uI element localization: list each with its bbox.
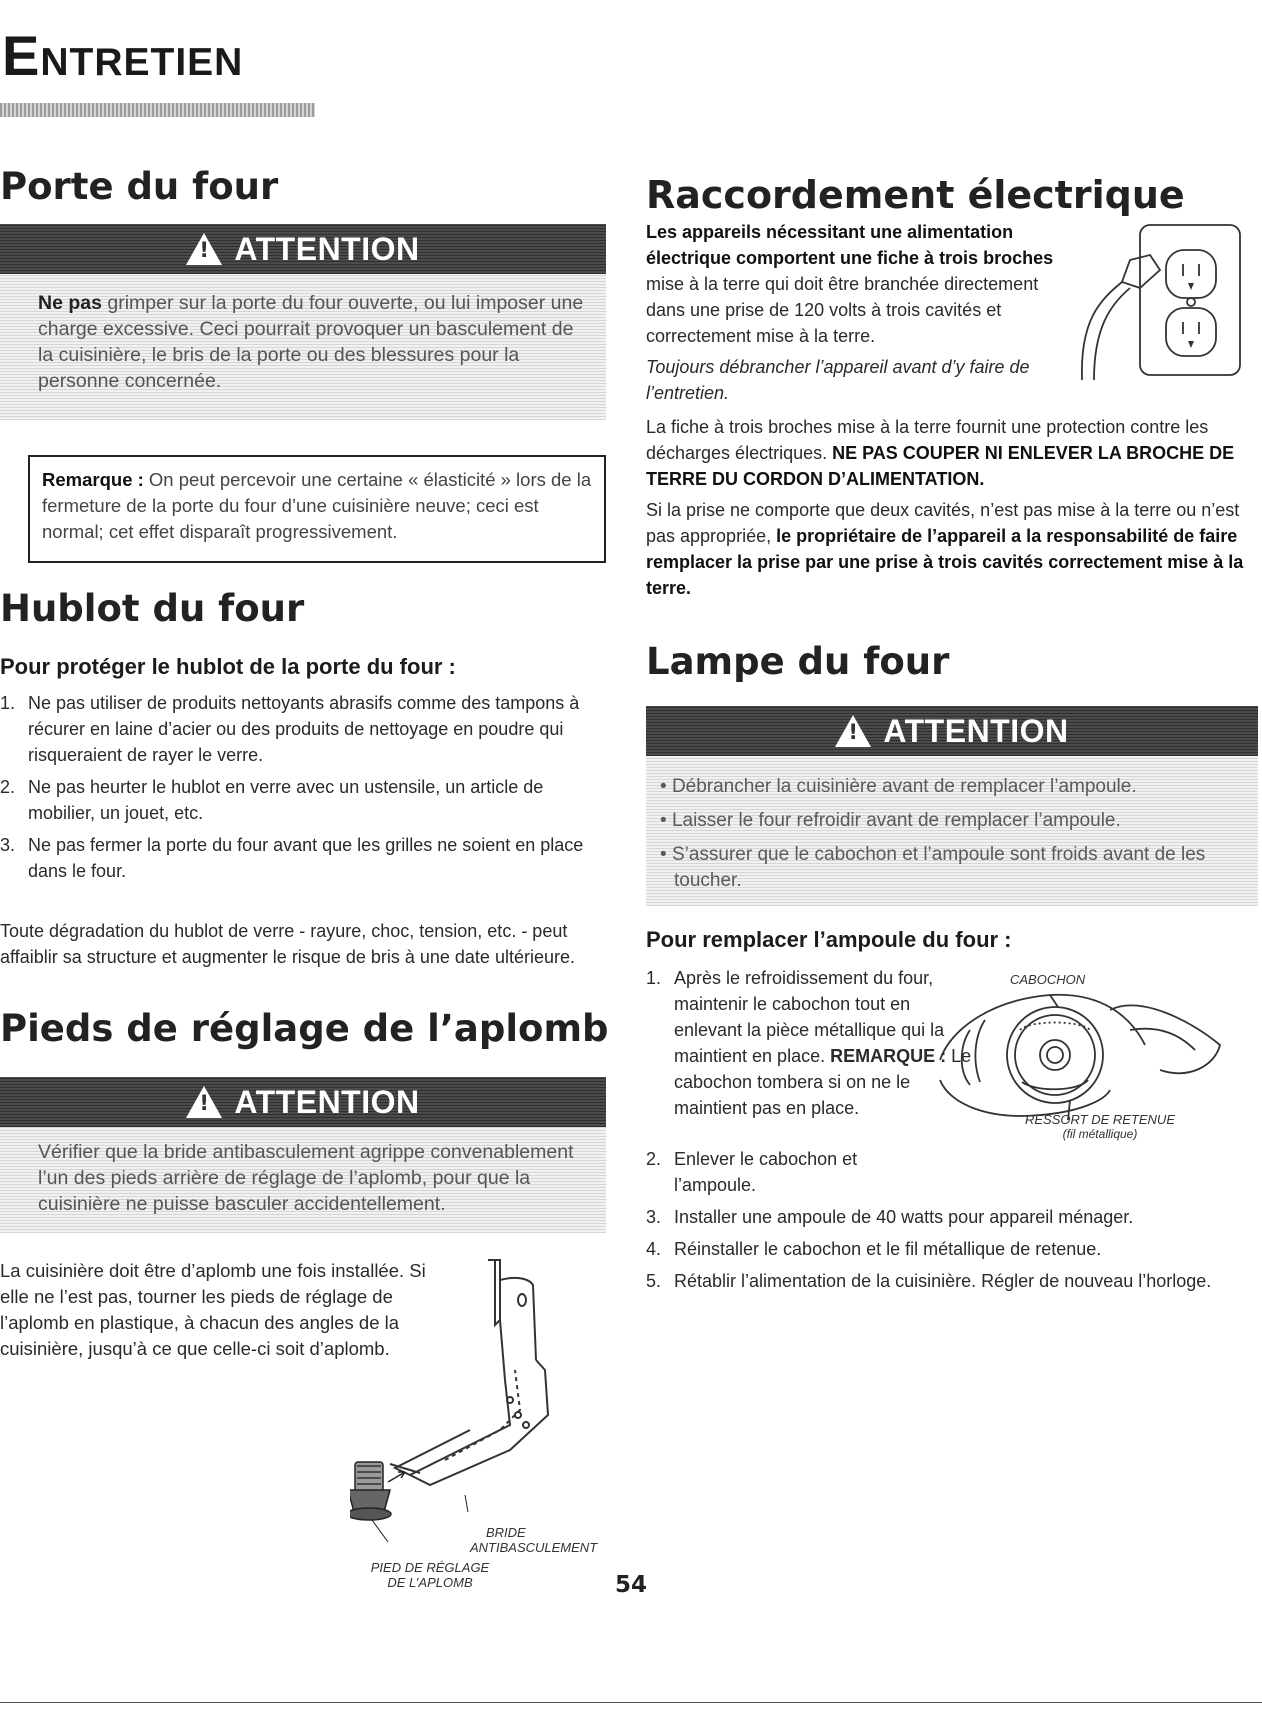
figure-label-cabochon: CABOCHON	[1010, 972, 1086, 987]
attention-box-pieds	[0, 1077, 606, 1233]
heading-lampe-du-four: Lampe du four	[646, 640, 950, 683]
raccordement-intro-text: mise à la terre qui doit être branchée directement dans une prise de 120 volts à trois cavités et correctement mise à la terre.	[646, 274, 1039, 346]
lampe-steps	[646, 1146, 1246, 1300]
list-item: • S’assurer que le cabochon et l’ampoule sont froids avant de les toucher.	[660, 842, 1244, 894]
attention-box-porte	[0, 224, 606, 420]
attention-header	[0, 224, 606, 274]
attention-text	[0, 274, 606, 408]
raccordement-paragraph-3: Si la prise ne comporte que deux cavités, n’est pas mise à la terre ou n’est pas appropriée, le propriétaire de l’appareil a la responsabilité de faire remplacer la prise par une prise à trois cavités correctement mise à la terre.	[646, 500, 1244, 598]
heading-porte-du-four: Porte du four	[0, 165, 279, 208]
subheading-remplacer-ampoule: Pour remplacer l’ampoule du four :	[646, 927, 1012, 952]
raccordement-paragraph-2: La fiche à trois broches mise à la terre fournit une protection contre les décharges électriques. NE PAS COUPER NI ENLEVER LA BROCHE DE TERRE DU CORDON D’ALIMENTATION.	[646, 417, 1235, 489]
note-body: On peut percevoir une certaine « élasticité » lors de la fermeture de la porte du four d’une cuisinière neuve; ceci est normal; cet effet disparaît progressivement.	[42, 469, 592, 542]
anti-tip-bracket-figure	[350, 1250, 610, 1550]
attention-header	[646, 706, 1258, 756]
warning-triangle-icon	[835, 715, 871, 747]
attention-label: ATTENTION	[234, 230, 420, 267]
list-item: 3. Ne pas fermer la porte du four avant que les grilles ne soient en place dans le four.	[0, 835, 584, 881]
list-item: • Débrancher la cuisinière avant de remplacer l’ampoule.	[660, 774, 1244, 800]
attention-box-lampe	[646, 706, 1258, 906]
pieds-paragraph: La cuisinière doit être d’aplomb une fois installée. Si elle ne l’est pas, tourner les pieds de réglage de l’aplomb en plastique, à chacun des angles de la cuisinière, jusqu’à ce que celle-ci soit d’aplomb.	[0, 1260, 426, 1359]
raccordement-intro	[646, 219, 1054, 349]
warning-triangle-icon	[186, 233, 222, 265]
page-title: Entretien	[2, 24, 244, 87]
heading-raccordement-electrique: Raccordement électrique	[646, 173, 1185, 217]
note-label: Remarque :	[42, 469, 144, 490]
heading-pieds-reglage: Pieds de réglage de l’aplomb	[0, 1007, 609, 1050]
raccordement-intro-bold: Les appareils nécessitant une alimentation électrique comportent une fiche à trois broches	[646, 222, 1054, 268]
figure-label-ressort: RESSORT DE RETENUE (fil métallique)	[1024, 1112, 1175, 1141]
figure-label-bride: BRIDE ANTIBASCULEMENT	[470, 1525, 598, 1555]
raccordement-italic: Toujours débrancher l’appareil avant d’y faire de l’entretien.	[646, 357, 1030, 403]
attention-text-bold: Ne pas	[38, 292, 102, 314]
figure-label-pied: PIED DE RÉGLAGE DE L’APLOMB	[370, 1560, 490, 1590]
title-underline	[0, 103, 315, 117]
bottom-rule	[0, 1702, 1262, 1703]
page-number: 54	[614, 1572, 647, 1598]
attention-label: ATTENTION	[883, 712, 1069, 749]
note-box	[28, 455, 606, 563]
list-item: 5. Rétablir l’alimentation de la cuisinière. Régler de nouveau l’horloge.	[646, 1271, 1212, 1291]
electrical-outlet-figure	[1070, 210, 1250, 390]
warning-triangle-icon	[186, 1086, 222, 1118]
hublot-paragraph: Toute dégradation du hublot de verre - rayure, choc, tension, etc. - peut affaiblir sa structure et augmenter le risque de bris à une date ultérieure.	[0, 921, 575, 967]
list-item: • Laisser le four refroidir avant de remplacer l’ampoule.	[660, 808, 1244, 834]
list-item: 2. Ne pas heurter le hublot en verre avec un ustensile, un article de mobilier, un jouet, etc.	[0, 777, 544, 823]
note-text	[42, 467, 592, 545]
attention-header	[0, 1077, 606, 1127]
heading-hublot-du-four: Hublot du four	[0, 587, 305, 630]
list-item: 2. Enlever le cabochon et l’ampoule.	[646, 1149, 858, 1195]
lampe-step-1	[646, 965, 976, 1127]
attention-list	[646, 756, 1258, 912]
list-item: 1. Ne pas utiliser de produits nettoyants abrasifs comme des tampons à récurer en laine d’acier ou des produits de nettoyage en poudre qui risqueraient de rayer le verre.	[0, 693, 580, 765]
subheading-proteger-hublot: Pour protéger le hublot de la porte du four :	[0, 654, 456, 679]
attention-text-body: grimper sur la porte du four ouverte, ou lui imposer une charge excessive. Ceci pourrait provoquer un basculement de la cuisinière, le bris de la porte ou des blessures pour la personne concernée.	[38, 292, 584, 392]
hublot-list	[0, 690, 590, 890]
list-item: 1. Après le refroidissement du four, maintenir le cabochon tout en enlevant la pièce métallique qui la maintient en place. REMARQUE : Le cabochon tombera si on ne le maintient pas en place.	[646, 968, 972, 1118]
attention-text: Vérifier que la bride antibasculement agrippe convenablement l’un des pieds arrière de réglage de l’aplomb, pour que la cuisinière ne puisse basculer accidentellement.	[38, 1141, 574, 1215]
lamp-cover-figure	[930, 990, 1230, 1125]
list-item: 4. Réinstaller le cabochon et le fil métallique de retenue.	[646, 1239, 1102, 1259]
list-item: 3. Installer une ampoule de 40 watts pour appareil ménager.	[646, 1207, 1134, 1227]
attention-label: ATTENTION	[234, 1083, 420, 1120]
